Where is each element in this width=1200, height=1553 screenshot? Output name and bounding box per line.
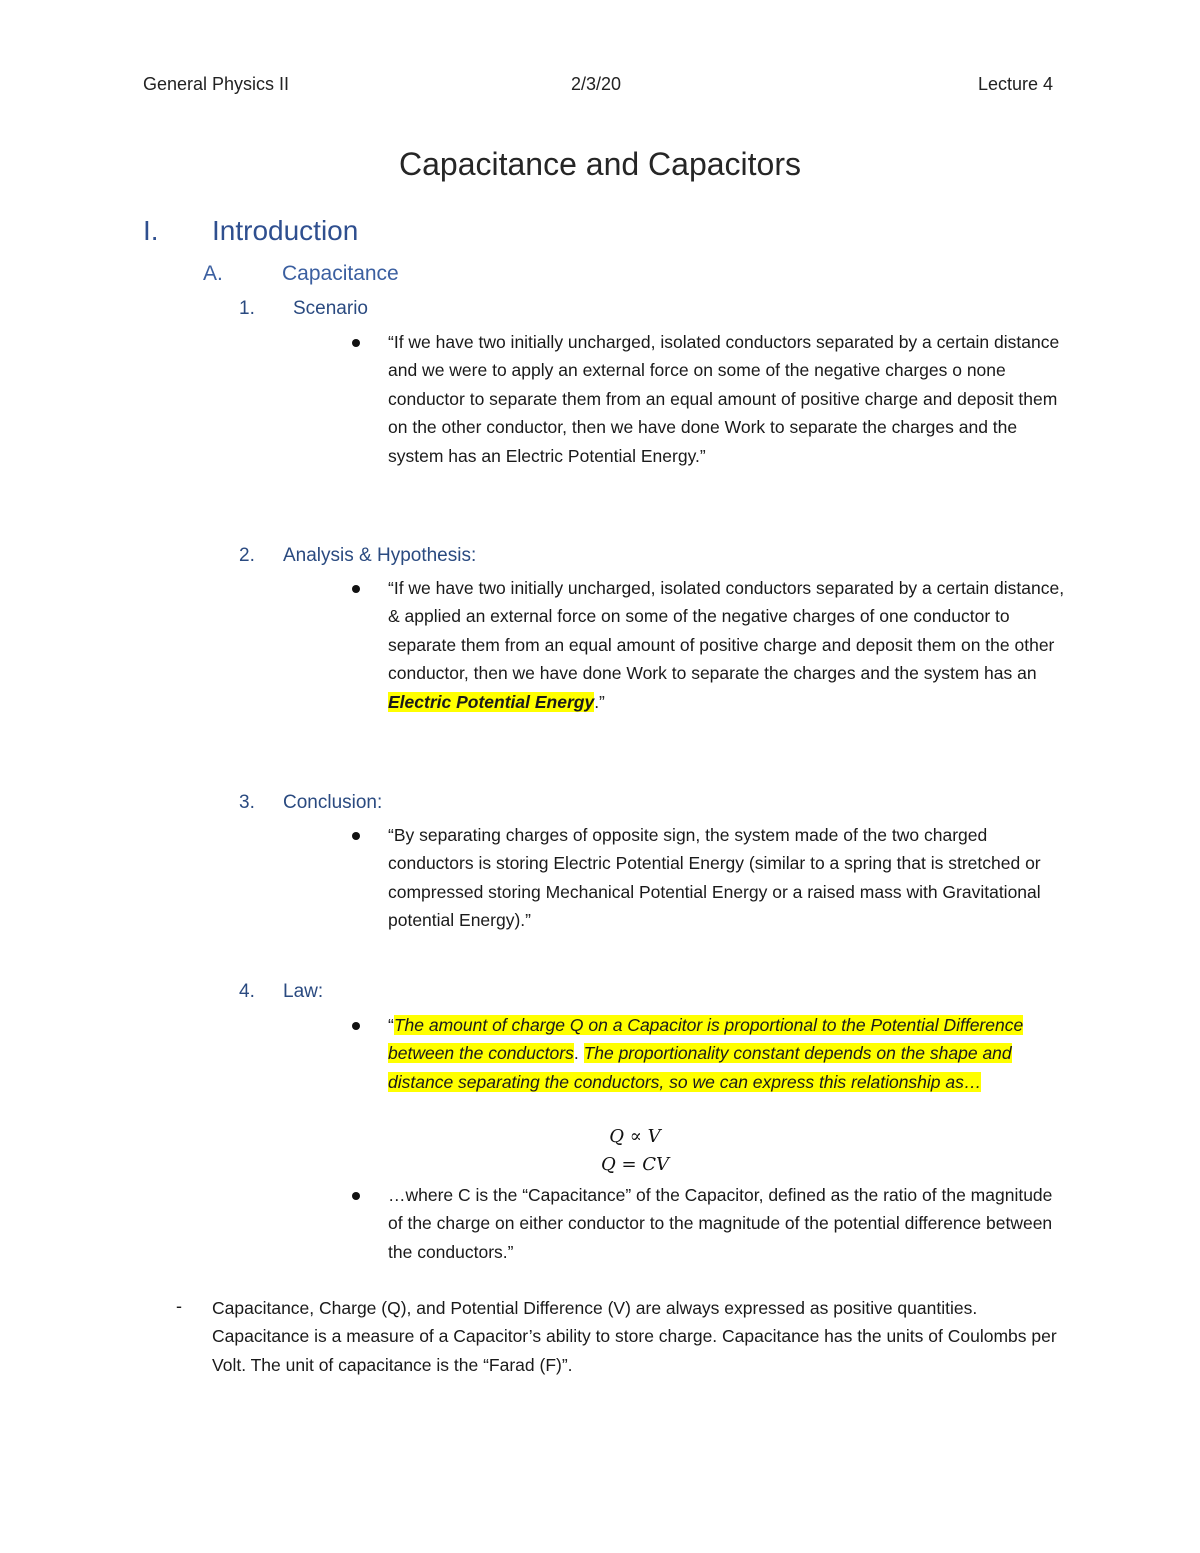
- analysis-paragraph: [388, 574, 1068, 716]
- bullet-icon: [352, 585, 360, 593]
- analysis-text: “If we have two initially uncharged, isolated conductors separated by a certain distance, & applied an external force on some of the negative charges of one conductor to separate them from an equal amount of positive charge and deposit them on the other conductor, then we have done Work to separate the charges and the system has an: [388, 578, 1065, 684]
- highlighted-term: Electric Potential Energy: [388, 691, 595, 712]
- dash-marker: -: [176, 1296, 182, 1316]
- header-course: General Physics II: [143, 74, 290, 94]
- page-title: Capacitance and Capacitors: [398, 146, 801, 182]
- item-number: 1.: [239, 298, 255, 319]
- item-heading-law: Law:: [283, 981, 324, 1002]
- subsection-number: A.: [203, 262, 223, 285]
- item-heading-analysis: Analysis & Hypothesis:: [283, 545, 477, 566]
- subsection-heading: Capacitance: [282, 262, 399, 285]
- law-definition-paragraph: …where C is the “Capacitance” of the Capacitor, defined as the ratio of the magnitude of the charge on either conductor to the magnitude of the potential difference between the conductors.”: [388, 1185, 1053, 1262]
- header-date: 2/3/20: [571, 74, 622, 94]
- law-separator: .: [573, 1043, 584, 1064]
- section-number: I.: [143, 215, 159, 246]
- item-heading-scenario: Scenario: [293, 298, 368, 319]
- header-lecture: Lecture 4: [978, 74, 1054, 94]
- conclusion-paragraph: “By separating charges of opposite sign, the system made of the two charged conductors is storing Electric Potential Energy (similar to a spring that is stretched or compressed storing Mechanical Potential Energy or a raised mass with Gravitational potential Energy).”: [388, 825, 1041, 931]
- law-highlight: The amount of charge Q on a Capacitor is proportional to the Potential Difference between the conductors: [388, 1015, 1024, 1064]
- law-highlight-2: The proportionality constant depends on the shape and distance separating the conductors, so we can express this relationship as…: [388, 1043, 1012, 1092]
- equation-proportional: Q ∝ V: [609, 1126, 661, 1147]
- summary-paragraph: Capacitance, Charge (Q), and Potential Difference (V) are always expressed as positive quantities. Capacitance is a measure of a Capacitor’s ability to store charge. Capacitance has the units of Coulombs per Volt. The unit of capacitance is the “Farad (F)”.: [212, 1298, 1057, 1375]
- bullet-icon: [352, 832, 360, 840]
- equation-capacitance: Q = CV: [600, 1154, 670, 1175]
- item-number: 2.: [239, 545, 255, 566]
- analysis-text-end: .”: [594, 691, 605, 712]
- bullet-icon: [352, 1192, 360, 1200]
- item-heading-conclusion: Conclusion:: [283, 792, 383, 813]
- law-paragraph: [388, 1011, 1068, 1096]
- bullet-icon: [352, 1022, 360, 1030]
- section-heading: Introduction: [212, 215, 359, 246]
- item-number: 3.: [239, 792, 255, 813]
- quote-mark: “: [388, 1015, 394, 1035]
- item-number: 4.: [239, 981, 255, 1002]
- bullet-icon: [352, 339, 360, 347]
- scenario-paragraph: “If we have two initially uncharged, isolated conductors separated by a certain distance and we were to apply an external force on some of the negative charges o none conductor to separate them from an equal amount of positive charge and deposit them on the other conductor, then we have done Work to separate the charges and the system has an Electric Potential Energy.”: [388, 332, 1060, 466]
